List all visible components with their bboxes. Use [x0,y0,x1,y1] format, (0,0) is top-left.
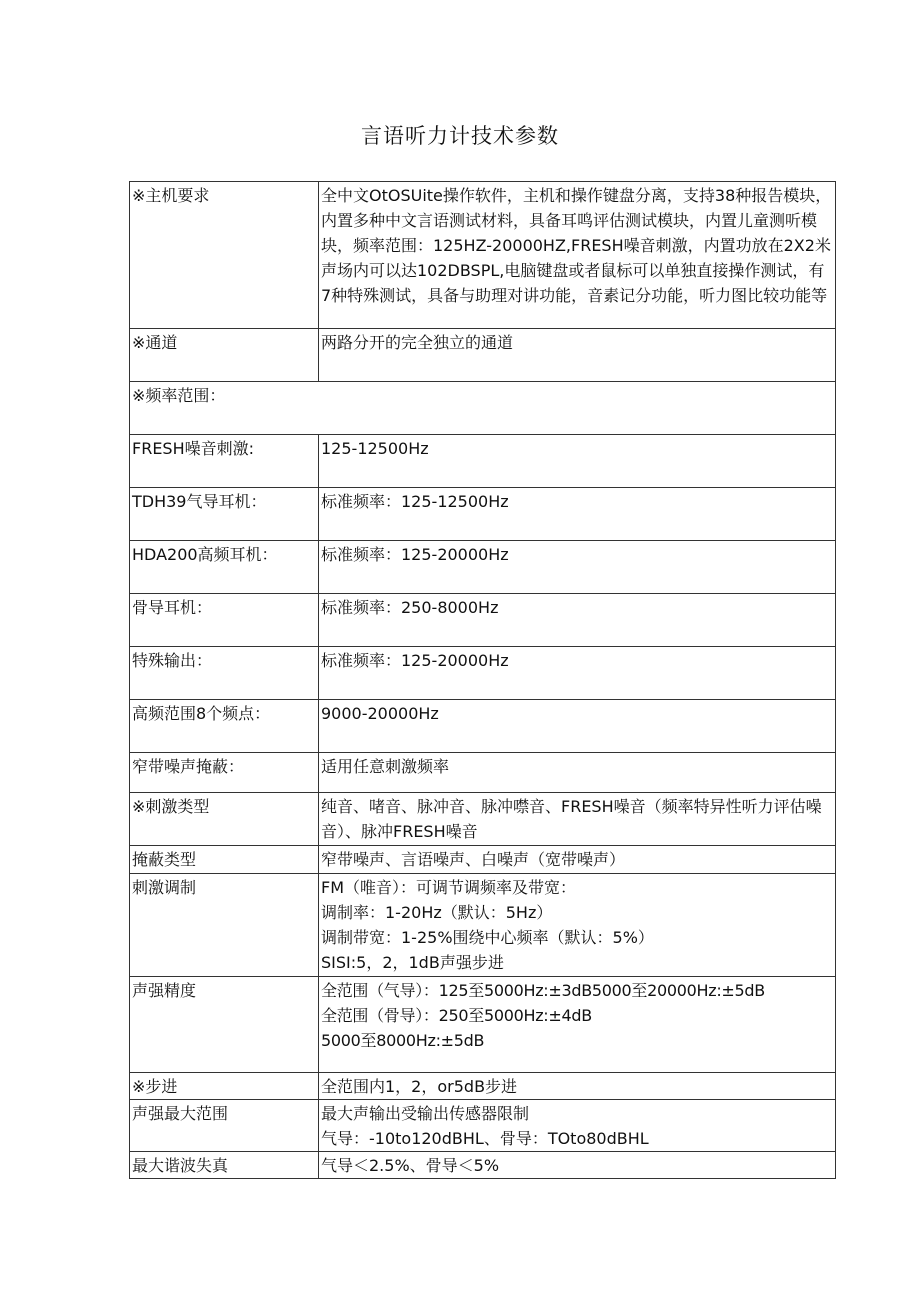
row-value: 标准频率：125-20000Hz [319,647,836,700]
row-label: 刺激调制 [130,874,319,977]
row-label: 掩蔽类型 [130,846,319,874]
row-label: 最大谐波失真 [130,1152,319,1179]
row-value: 标准频率：125-12500Hz [319,488,836,541]
table-row [130,793,836,846]
row-value: 全中文OtOSUite操作软件，主机和操作键盘分离，支持38种报告模块，内置多种中文言语测试材料，具备耳鸣评估测试模块，内置儿童测听模块，频率范围：125HZ-20000HZ,FRESH噪音刺激，内置功放在2X2米声场内可以达102DBSPL,电脑键盘或者鼠标可以单独直接操作测试，有7种特殊测试，具备与助理对讲功能，音素记分功能，听力图比较功能等 [319,182,836,329]
row-label: FRESH噪音刺激: [130,435,319,488]
row-label: ※通道 [130,329,319,382]
row-label: 高频范围8个频点： [130,700,319,753]
row-label: 特殊输出： [130,647,319,700]
row-value: 125-12500Hz [319,435,836,488]
table-row [130,846,836,874]
row-value: 标准频率：250-8000Hz [319,594,836,647]
table-row [130,594,836,647]
row-value: 纯音、啫音、脉冲音、脉冲噤音、FRESH噪音（频率特异性听力评估噪音）、脉冲FRESH噪音 [319,793,836,846]
row-value: 窄带噪声、言语噪声、白噪声（宽带噪声） [319,846,836,874]
table-row [130,647,836,700]
row-value: 全范围（气导）：125至5000Hz:±3dB5000至20000Hz:±5dB 全范围（骨导）：250至5000Hz:±4dB 5000至8000Hz:±5dB [319,977,836,1073]
row-value: FM（唯音）：可调节调频率及带宽： 调制率：1-20Hz（默认：5Hz） 调制带宽：1-25%围绕中心频率（默认：5%） SISI:5，2，1dB声强步进 [319,874,836,977]
row-value: 标准频率：125-20000Hz [319,541,836,594]
row-value: 全范围内1，2，or5dB步进 [319,1073,836,1100]
row-label: 窄带噪声掩蔽： [130,753,319,793]
table-row [130,700,836,753]
row-label: HDA200高频耳机： [130,541,319,594]
row-value: 最大声输出受输出传感器限制 气导：-10to120dBHL、骨导：TOto80dBHL [319,1100,836,1152]
page-title: 言语听力计技术参数 [361,124,559,148]
table-row [130,1073,836,1100]
row-label: 声强最大范围 [130,1100,319,1152]
row-label: ※主机要求 [130,182,319,329]
table-row [130,541,836,594]
row-value: 适用任意刺激频率 [319,753,836,793]
row-label: ※刺激类型 [130,793,319,846]
spec-table [129,181,836,1179]
row-value: 两路分开的完全独立的通道 [319,329,836,382]
table-row [130,435,836,488]
row-label: 声强精度 [130,977,319,1073]
table-row [130,874,836,977]
row-label: ※步进 [130,1073,319,1100]
table-row [130,329,836,382]
table-row [130,182,836,329]
row-value: 9000-20000Hz [319,700,836,753]
table-row [130,977,836,1073]
table-row [130,488,836,541]
table-row [130,1152,836,1179]
row-label: TDH39气导耳机： [130,488,319,541]
row-label: ※频率范围： [130,382,836,435]
table-row [130,753,836,793]
table-row [130,1100,836,1152]
row-value: 气导＜2.5%、骨导＜5% [319,1152,836,1179]
row-label: 骨导耳机： [130,594,319,647]
table-row [130,382,836,435]
